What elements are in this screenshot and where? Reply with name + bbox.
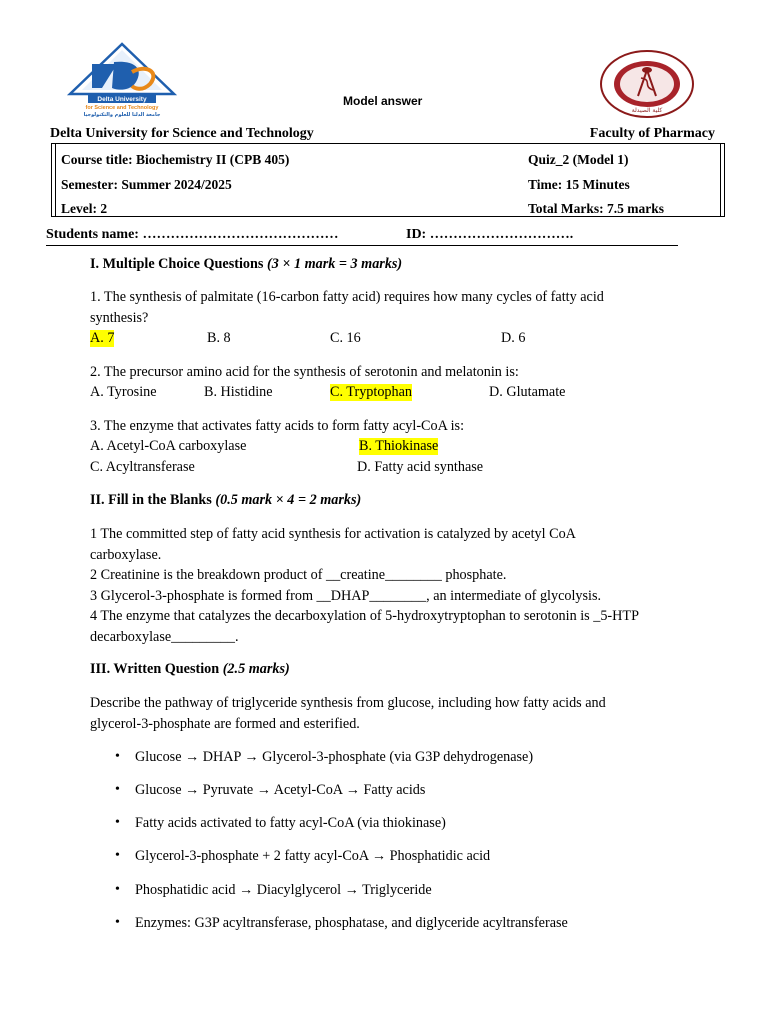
written-question-prompt	[90, 693, 710, 734]
student-name-label: Students name:	[46, 227, 143, 242]
seal-text: كلية الصيدلة	[631, 107, 663, 114]
question-1-line2: synthesis?	[90, 309, 149, 326]
student-id-field[interactable]	[406, 227, 573, 243]
student-id-dots: ………………………….	[429, 227, 574, 242]
list-item	[115, 848, 491, 865]
model-answer-label: Model answer	[343, 94, 423, 108]
bullet-text: Phosphatidic acid → Diacylglycerol → Triglyceride	[135, 882, 432, 898]
fill-blanks-body	[90, 524, 700, 647]
bullet-icon: •	[115, 915, 120, 930]
faculty-of-pharmacy-seal	[598, 48, 696, 120]
list-item	[115, 782, 426, 799]
q3-option-b: B. Thiokinase	[359, 438, 439, 454]
student-id-label: ID:	[406, 227, 430, 242]
question-1	[90, 287, 690, 328]
bullet-text: Glucose → DHAP → Glycerol-3-phosphate (via G3P dehydrogenase)	[135, 749, 534, 765]
blank-1-line1: 1 The committed step of fatty acid synthesis for activation is catalyzed by acetyl CoA	[90, 526, 576, 542]
q2-option-d: D. Glutamate	[489, 384, 566, 400]
semester: Semester: Summer 2024/2025	[61, 177, 232, 192]
question-3: 3. The enzyme that activates fatty acids to form fatty acyl-CoA is:	[90, 418, 465, 434]
course-title: Course title: Biochemistry II (CPB 405)	[61, 152, 290, 167]
section-2-title: II. Fill in the Blanks	[90, 492, 216, 508]
student-name-field[interactable]	[46, 227, 338, 243]
box-inner-rule-left	[55, 144, 56, 216]
section-3-heading	[90, 661, 290, 678]
student-info-line	[46, 227, 678, 246]
section-2-heading	[90, 492, 361, 509]
bullet-text: Glucose → Pyruvate → Acetyl-CoA → Fatty acids	[135, 782, 426, 798]
q3-option-a: A. Acetyl-CoA carboxylase	[90, 438, 247, 454]
q1-option-d: D. 6	[501, 330, 526, 346]
q2-option-c: C. Tryptophan	[330, 384, 412, 400]
list-item	[115, 915, 568, 932]
question-1-line1: 1. The synthesis of palmitate (16-carbon fatty acid) requires how many cycles of fatty acid	[90, 289, 604, 305]
q3-option-c: C. Acyltransferase	[90, 459, 195, 475]
blank-2: 2 Creatinine is the breakdown product of __creatine________ phosphate.	[90, 567, 507, 583]
bullet-text: Enzymes: G3P acyltransferase, phosphatase, and diglyceride acyltransferase	[135, 915, 568, 931]
logo-line2: for Science and Technology	[85, 105, 159, 111]
student-name-dots: ……………………………………	[142, 227, 339, 242]
section-1-title: I. Multiple Choice Questions	[90, 256, 267, 272]
list-item	[115, 815, 446, 832]
course-info-box	[51, 143, 725, 217]
faculty-name: Faculty of Pharmacy	[589, 126, 715, 141]
bullet-icon: •	[115, 749, 120, 764]
logo-line3: جامعة الدلتا للعلوم والتكنولوجيا	[83, 112, 161, 118]
list-item	[115, 882, 432, 899]
box-inner-rule-right	[720, 144, 721, 216]
q1-option-b: B. 8	[207, 330, 231, 346]
question-2: 2. The precursor amino acid for the synthesis of serotonin and melatonin is:	[90, 364, 519, 380]
bullet-icon: •	[115, 882, 120, 897]
blank-4-line1: 4 The enzyme that catalyzes the decarboxylation of 5-hydroxytryptophan to serotonin is _5-HTP	[90, 608, 639, 624]
q2-option-a: A. Tyrosine	[90, 384, 157, 400]
time-label: Time: 15 Minutes	[528, 177, 630, 192]
bullet-text: Fatty acids activated to fatty acyl-CoA (via thiokinase)	[135, 815, 446, 831]
prompt-line2: glycerol-3-phosphate are formed and esterified.	[90, 715, 360, 732]
logo-line1: Delta University	[97, 96, 147, 103]
q2-option-b: B. Histidine	[204, 384, 273, 400]
section-2-marks: (0.5 mark × 4 = 2 marks)	[215, 492, 362, 508]
q1-option-a: A. 7	[90, 330, 115, 346]
bullet-icon: •	[115, 848, 120, 863]
section-1-marks: (3 × 1 mark = 3 marks)	[266, 256, 403, 272]
blank-3: 3 Glycerol-3-phosphate is formed from __DHAP________, an intermediate of glycolysis.	[90, 587, 602, 604]
blank-4-line2: decarboxylase_________.	[90, 628, 239, 645]
prompt-line1: Describe the pathway of triglyceride synthesis from glucose, including how fatty acids and	[90, 695, 606, 711]
section-3-title: III. Written Question	[90, 661, 223, 677]
bullet-icon: •	[115, 782, 120, 797]
level: Level: 2	[61, 201, 108, 216]
list-item	[115, 749, 534, 766]
total-marks: Total Marks: 7.5 marks	[528, 201, 665, 216]
blank-1-line2: carboxylase.	[90, 546, 162, 563]
bullet-icon: •	[115, 815, 120, 830]
delta-university-logo	[62, 42, 182, 118]
bullet-text: Glycerol-3-phosphate + 2 fatty acyl-CoA → Phosphatidic acid	[135, 848, 491, 864]
section-3-marks: (2.5 marks)	[222, 661, 290, 677]
q3-option-d: D. Fatty acid synthase	[357, 459, 484, 475]
q1-option-c: C. 16	[330, 330, 361, 346]
university-name: Delta University for Science and Technology	[50, 126, 314, 141]
section-1-heading	[90, 256, 402, 273]
quiz-label: Quiz_2 (Model 1)	[528, 152, 629, 167]
